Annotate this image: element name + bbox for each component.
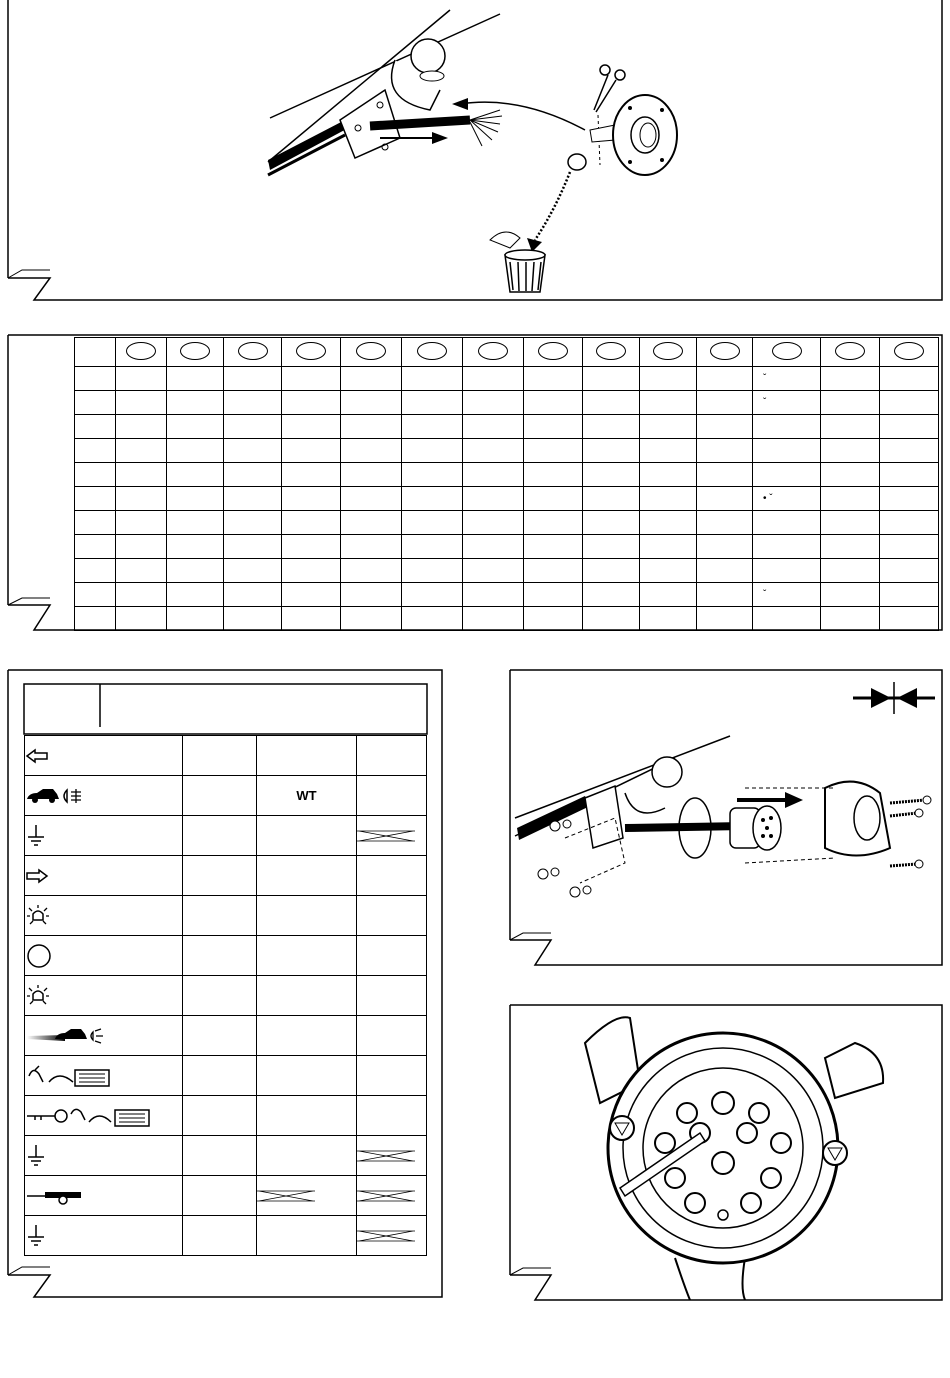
pin-cell [224, 391, 282, 415]
wiring-row [25, 856, 427, 896]
pin-cell [753, 607, 821, 631]
pin-cell [402, 415, 463, 439]
pin-cell [640, 338, 697, 367]
fog-light-icon [25, 776, 183, 816]
pin-cell [640, 391, 697, 415]
pin-cell [821, 439, 880, 463]
pin-cell [75, 391, 116, 415]
pin-cell [753, 439, 821, 463]
pin-cell [224, 439, 282, 463]
wiring-cell [183, 776, 257, 816]
pin-cell [463, 511, 524, 535]
pin-cell [402, 583, 463, 607]
wiring-row [25, 976, 427, 1016]
wiring-cell [357, 816, 427, 856]
wiring-row [25, 936, 427, 976]
pin-number-oval [356, 342, 386, 360]
brake-light-icon [25, 936, 183, 976]
wiring-cell [183, 1176, 257, 1216]
pin-cell [167, 583, 224, 607]
pin-number-oval [772, 342, 802, 360]
wiring-row [25, 1096, 427, 1136]
pin-cell [880, 391, 939, 415]
pin-cell [583, 338, 640, 367]
wiring-row [25, 1136, 427, 1176]
pin-row [75, 367, 939, 391]
pin-cell [75, 583, 116, 607]
socket-icon [585, 1017, 883, 1300]
pin-cell [463, 338, 524, 367]
pin-cell [75, 511, 116, 535]
pin-cell [821, 338, 880, 367]
step-4-panel [505, 668, 950, 968]
pin-cell [524, 338, 583, 367]
pin-cell [640, 559, 697, 583]
pin-cell [697, 559, 753, 583]
pin-cell [524, 415, 583, 439]
ground-icon [25, 1216, 183, 1256]
pin-cell [116, 535, 167, 559]
pin-cell [463, 391, 524, 415]
pin-cell [640, 511, 697, 535]
pin-cell: ˇ [753, 391, 821, 415]
ground-icon [25, 1136, 183, 1176]
pin-cell [402, 338, 463, 367]
wiring-table [24, 735, 427, 1256]
pin-cell [224, 415, 282, 439]
pin-cell [341, 559, 402, 583]
pin-cell [116, 583, 167, 607]
pin-cell [341, 463, 402, 487]
pin-row [75, 487, 939, 511]
pin-number-oval [894, 342, 924, 360]
wiring-row [25, 1016, 427, 1056]
wiring-cell [183, 856, 257, 896]
pin-cell [697, 391, 753, 415]
wiring-cell [257, 856, 357, 896]
pin-cell [583, 463, 640, 487]
pin-cell [640, 607, 697, 631]
pin-cell [282, 415, 341, 439]
pin-cell [282, 463, 341, 487]
pin-cell [282, 511, 341, 535]
pin-cell [341, 338, 402, 367]
pin-cell [697, 535, 753, 559]
pin-cell [753, 535, 821, 559]
pin-cell [116, 463, 167, 487]
socket-face-illustration [505, 1003, 950, 1303]
pin-cell [463, 367, 524, 391]
pin-cell [880, 535, 939, 559]
wiring-row [25, 736, 427, 776]
wiring-cell [257, 1216, 357, 1256]
wiring-cell [257, 896, 357, 936]
pin-cell [821, 559, 880, 583]
wiring-cell [357, 1016, 427, 1056]
pin-cell [524, 367, 583, 391]
pin-cell [753, 463, 821, 487]
pin-cell [402, 607, 463, 631]
pin-number-oval [653, 342, 683, 360]
pin-cell [75, 487, 116, 511]
pin-row [75, 583, 939, 607]
pin-cell [463, 439, 524, 463]
pin-cell [75, 607, 116, 631]
pin-cell [583, 391, 640, 415]
step-4-illustration [505, 668, 950, 968]
pin-cell [524, 463, 583, 487]
pin-cell [75, 535, 116, 559]
pin-number-oval [538, 342, 568, 360]
pin-cell [224, 607, 282, 631]
pin-cell [697, 463, 753, 487]
wiring-cell [257, 1136, 357, 1176]
wiring-cell [357, 736, 427, 776]
pin-cell [167, 338, 224, 367]
pin-row [75, 535, 939, 559]
screw-icon [890, 796, 931, 868]
pin-cell [116, 511, 167, 535]
pin-cell [167, 487, 224, 511]
pin-number-oval [835, 342, 865, 360]
pin-cell [640, 535, 697, 559]
pin-cell [640, 367, 697, 391]
pin-cell [282, 559, 341, 583]
wiring-cell [257, 776, 357, 816]
pin-cell [341, 367, 402, 391]
pin-cell [524, 535, 583, 559]
pin-cell [341, 391, 402, 415]
pin-cell [821, 535, 880, 559]
pin-cell [697, 487, 753, 511]
tail-light-icon [25, 976, 183, 1016]
wiring-row [25, 896, 427, 936]
pin-cell [282, 391, 341, 415]
ignition-power-icon [25, 1096, 183, 1136]
wiring-cell [357, 1216, 427, 1256]
wiring-row [25, 776, 427, 816]
pin-cell [75, 415, 116, 439]
pin-table [74, 337, 939, 631]
pin-cell [880, 367, 939, 391]
cross-mark [357, 1187, 415, 1205]
pin-cell [167, 439, 224, 463]
pin-cell [282, 487, 341, 511]
wiring-cell [183, 1216, 257, 1256]
pin-cell [880, 463, 939, 487]
pin-cell [282, 338, 341, 367]
wiring-cell [183, 736, 257, 776]
pin-number-oval [180, 342, 210, 360]
pin-cell [640, 487, 697, 511]
pin-cell [75, 559, 116, 583]
pin-row [75, 607, 939, 631]
step-5-panel [505, 1003, 950, 1303]
pin-cell [341, 439, 402, 463]
pin-cell [75, 439, 116, 463]
wiring-cell [357, 936, 427, 976]
pin-cell [282, 535, 341, 559]
pin-number-oval [417, 342, 447, 360]
pin-cell [116, 338, 167, 367]
pin-cell [167, 535, 224, 559]
pin-cell [402, 367, 463, 391]
pin-header-row [75, 338, 939, 367]
wiring-cell [183, 896, 257, 936]
pin-cell [167, 559, 224, 583]
pin-cell [821, 463, 880, 487]
pin-cell [167, 511, 224, 535]
pin-cell [116, 607, 167, 631]
tail-light-icon [25, 896, 183, 936]
pin-cell [116, 559, 167, 583]
pin-cell [697, 607, 753, 631]
pin-cell [753, 415, 821, 439]
wiring-row [25, 1056, 427, 1096]
permanent-power-icon [25, 1056, 183, 1096]
cross-mark [357, 1147, 415, 1165]
pin-cell [697, 367, 753, 391]
pin-cell [583, 535, 640, 559]
pin-cell [640, 463, 697, 487]
step-1-illustration [0, 0, 950, 305]
pin-cell [224, 511, 282, 535]
color-code: WT [296, 787, 317, 803]
wiring-cell [183, 1136, 257, 1176]
pin-cell [880, 607, 939, 631]
pin-cell [880, 338, 939, 367]
ground-icon [25, 816, 183, 856]
pin-number-oval [478, 342, 508, 360]
pin-cell [224, 559, 282, 583]
pin-number-oval [126, 342, 156, 360]
pin-cell [821, 415, 880, 439]
pin-cell [341, 583, 402, 607]
pin-cell [583, 487, 640, 511]
pin-cell [583, 583, 640, 607]
pin-cell [402, 487, 463, 511]
pin-cell [224, 535, 282, 559]
pin-row [75, 463, 939, 487]
step-1-panel [0, 0, 950, 305]
pin-cell [697, 583, 753, 607]
pin-cell [524, 391, 583, 415]
pin-cell [224, 463, 282, 487]
pin-cell [341, 607, 402, 631]
wiring-cell [183, 816, 257, 856]
pin-cell [341, 487, 402, 511]
pin-cell [880, 439, 939, 463]
pin-cell [224, 338, 282, 367]
pin-cell [524, 607, 583, 631]
pin-cell [821, 391, 880, 415]
pin-number-oval [238, 342, 268, 360]
wiring-cell [183, 976, 257, 1016]
pin-cell [341, 511, 402, 535]
pin-cell [463, 607, 524, 631]
pin-number-oval [296, 342, 326, 360]
pin-cell [463, 559, 524, 583]
pin-cell [402, 559, 463, 583]
pin-cell [524, 583, 583, 607]
pin-cell [116, 487, 167, 511]
scissors-icon [594, 65, 625, 112]
wiring-cell [357, 1176, 427, 1216]
pin-cell [697, 511, 753, 535]
pin-cell [583, 415, 640, 439]
wiring-row [25, 1176, 427, 1216]
pin-cell [402, 439, 463, 463]
cross-mark [357, 827, 415, 845]
pin-cell [282, 439, 341, 463]
pin-cell [116, 439, 167, 463]
pin-cell [224, 583, 282, 607]
pin-cell [463, 463, 524, 487]
pin-row [75, 439, 939, 463]
pin-cell [821, 511, 880, 535]
pin-cell [524, 487, 583, 511]
pin-cell [463, 583, 524, 607]
pin-cell [224, 487, 282, 511]
wiring-cell [257, 816, 357, 856]
pin-cell [821, 607, 880, 631]
right-turn-arrow-icon [25, 856, 183, 896]
pin-cell: • ˇ [753, 487, 821, 511]
wiring-cell [257, 936, 357, 976]
pin-cell [524, 511, 583, 535]
pin-cell [75, 367, 116, 391]
pin-cell [116, 391, 167, 415]
cross-mark [357, 1227, 415, 1245]
wiring-cell [357, 976, 427, 1016]
pin-cell [583, 607, 640, 631]
wiring-cell [357, 1136, 427, 1176]
pin-cell [167, 415, 224, 439]
pin-cell [402, 535, 463, 559]
wiring-cell [357, 896, 427, 936]
wiring-cell [183, 1096, 257, 1136]
pin-cell [640, 415, 697, 439]
pin-cell [224, 367, 282, 391]
pin-cell [75, 338, 116, 367]
pin-row [75, 559, 939, 583]
tighten-icon [853, 682, 935, 714]
pin-number-oval [596, 342, 626, 360]
pin-cell [341, 535, 402, 559]
pin-row [75, 391, 939, 415]
pin-cell [282, 367, 341, 391]
pin-cell [697, 439, 753, 463]
pin-cell [880, 511, 939, 535]
pin-cell: ˇ [753, 367, 821, 391]
wiring-cell [257, 1096, 357, 1136]
cross-mark [257, 1187, 315, 1205]
pin-cell [524, 439, 583, 463]
pin-cell [116, 367, 167, 391]
pin-cell [640, 439, 697, 463]
pin-cell [583, 559, 640, 583]
pin-cell [463, 415, 524, 439]
pin-cell [640, 583, 697, 607]
pin-cell [463, 535, 524, 559]
pin-cell [880, 415, 939, 439]
wiring-cell [257, 1016, 357, 1056]
pin-cell [697, 415, 753, 439]
pin-cell [282, 583, 341, 607]
pin-cell [402, 511, 463, 535]
pin-cell [167, 463, 224, 487]
pin-cell [753, 511, 821, 535]
wiring-row [25, 816, 427, 856]
wiring-cell [357, 776, 427, 816]
pin-cell: ˇ [753, 583, 821, 607]
wiring-cell [257, 1056, 357, 1096]
wiring-row [25, 1216, 427, 1256]
pin-cell [402, 391, 463, 415]
pin-row [75, 415, 939, 439]
pin-cell [167, 391, 224, 415]
pin-cell [75, 463, 116, 487]
pin-number-oval [710, 342, 740, 360]
pin-cell [697, 338, 753, 367]
wiring-cell [257, 736, 357, 776]
left-turn-arrow-icon [25, 736, 183, 776]
wiring-cell [357, 1096, 427, 1136]
nut-icon [538, 820, 591, 897]
pin-cell [341, 415, 402, 439]
pin-cell [821, 487, 880, 511]
pin-cell [880, 487, 939, 511]
reversing-light-icon [25, 1016, 183, 1056]
wiring-cell [257, 1176, 357, 1216]
wiring-cell [257, 976, 357, 1016]
pin-cell [463, 487, 524, 511]
wiring-cell [183, 1016, 257, 1056]
pin-cell [821, 367, 880, 391]
pin-cell [167, 367, 224, 391]
pin-cell [524, 559, 583, 583]
pin-cell [167, 607, 224, 631]
pin-cell [402, 463, 463, 487]
pin-cell [753, 559, 821, 583]
pin-cell [821, 583, 880, 607]
pin-cell [753, 338, 821, 367]
wiring-cell [357, 1056, 427, 1096]
pin-cell [583, 367, 640, 391]
trailer-detect-icon [25, 1176, 183, 1216]
wiring-cell [183, 936, 257, 976]
pin-cell [583, 511, 640, 535]
pin-row [75, 511, 939, 535]
pin-cell [880, 583, 939, 607]
pin-cell [583, 439, 640, 463]
pin-cell [880, 559, 939, 583]
pin-cell [282, 607, 341, 631]
pin-cell [116, 415, 167, 439]
wiring-cell [357, 856, 427, 896]
wiring-cell [183, 1056, 257, 1096]
